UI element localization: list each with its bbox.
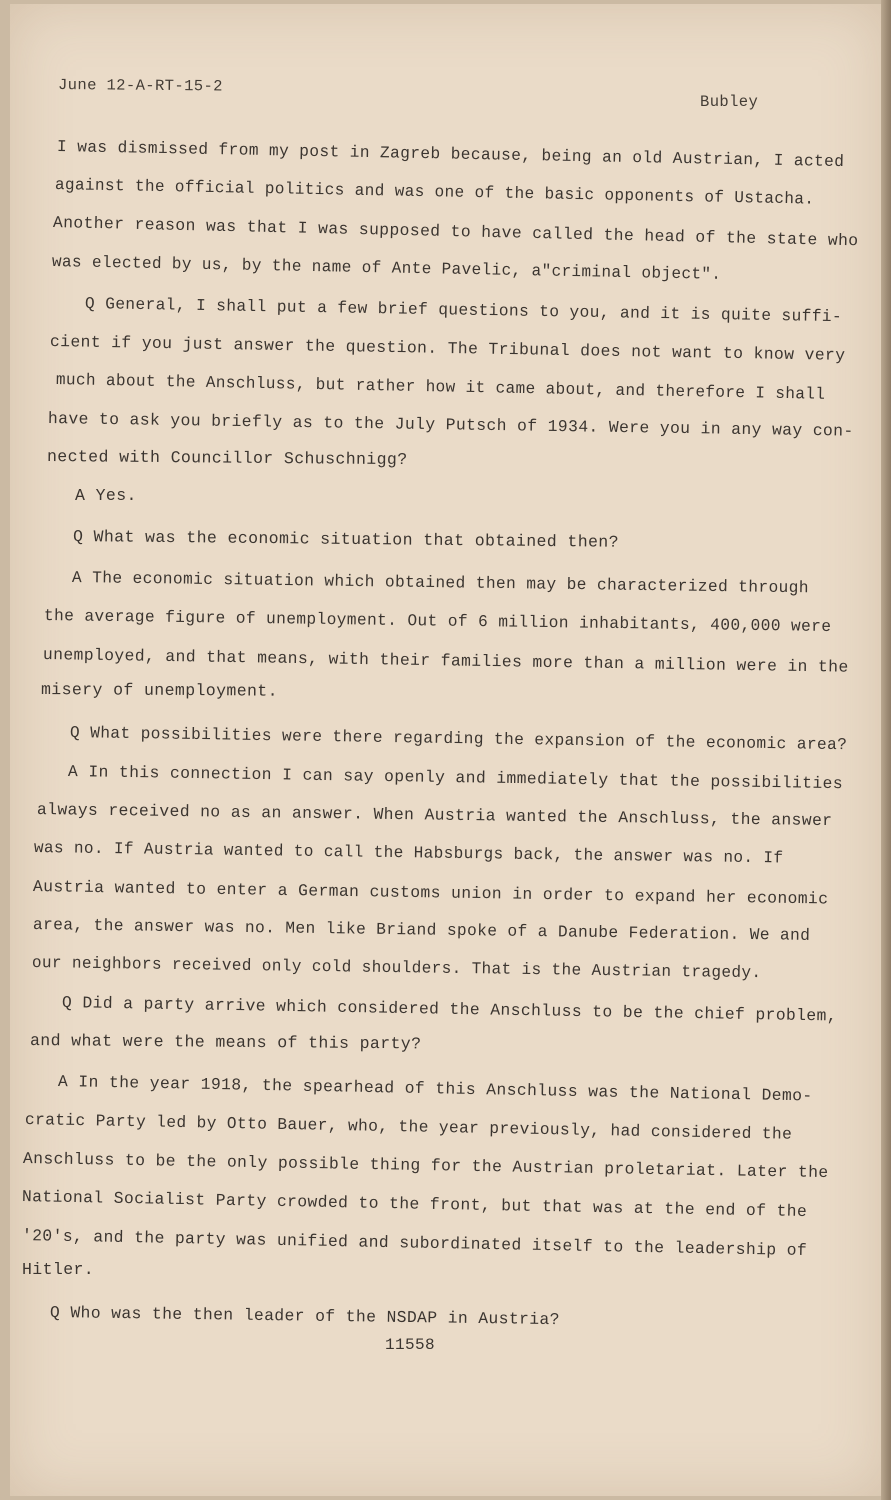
question-line: Q General, I shall put a few brief questions to you, and it is quite suffi-: [84, 294, 843, 327]
text-line: Another reason was that I was supposed to have called the head of the state who: [52, 213, 859, 251]
text-line: our neighbors received only cold shoulders. That is the Austrian tragedy.: [31, 953, 762, 983]
question-line: Q Did a party arrive which considered the Anschluss to be the chief problem,: [61, 993, 838, 1026]
text-line: have to ask you briefly as to the July Putsch of 1934. Were you in any way con-: [47, 409, 854, 441]
question-line: Q Who was the then leader of the NSDAP in Austria?: [49, 1303, 561, 1330]
text-line: cient if you just answer the question. The Tribunal does not want to know very: [49, 332, 846, 365]
answer-line: A In this connection I can say openly and immediately that the possibilities: [67, 762, 844, 794]
text-line: I was dismissed from my post in Zagreb because, being an old Austrian, I acted: [56, 137, 845, 172]
text-line: much about the Anschluss, but rather how it came about, and therefore I shall: [55, 370, 826, 404]
document-reference: June 12-A-RT-15-2: [57, 76, 224, 96]
text-line: was elected by us, by the name of Ante Pavelic, a"criminal object".: [51, 252, 722, 284]
page-number: 11558: [385, 1336, 436, 1354]
text-line: against the official politics and was one of the basic opponents of Ustacha.: [54, 175, 815, 209]
text-line: and what were the means of this party?: [29, 1031, 422, 1054]
text-line: area, the answer was no. Men like Briand spoke of a Danube Federation. We and: [32, 915, 811, 945]
text-line: misery of unemployment.: [40, 680, 278, 701]
text-line: Austria wanted to enter a German customs union in order to expand her economic: [32, 877, 829, 909]
text-line: unemployed, and that means, with their families more than a million were in the: [42, 645, 849, 677]
answer-line: A The economic situation which obtained then may be characterized through: [71, 568, 810, 598]
answer-line: A In the year 1918, the spearhead of this Anschluss was the National Demo-: [57, 1072, 813, 1106]
text-line: cratic Party led by Otto Bauer, who, the year previously, had considered the: [24, 1110, 793, 1144]
text-line: Anschluss to be the only possible thing for the Austrian proletariat. Later the: [22, 1149, 829, 1183]
text-line: the average figure of unemployment. Out of 6 million inhabitants, 400,000 were: [43, 606, 832, 636]
text-line: '20's, and the party was unified and subordinated itself to the leadership of: [21, 1226, 808, 1261]
page-edge: [881, 0, 891, 1500]
text-line: nected with Councillor Schuschnigg?: [46, 447, 408, 470]
text-line: was no. If Austria wanted to call the Habsburgs back, the answer was no. If: [33, 838, 784, 868]
reporter-name: Bubley: [700, 93, 759, 111]
question-line: Q What possibilities were there regarding the expansion of the economic area?: [69, 723, 848, 755]
answer-line: A Yes.: [75, 486, 137, 505]
text-line: always received no as an answer. When Austria wanted the Anschluss, the answer: [36, 800, 833, 831]
text-line: National Socialist Party crowded to the front, but that was at the end of the: [21, 1187, 808, 1222]
text-line: Hitler.: [22, 1260, 95, 1279]
question-line: Q What was the economic situation that obtained then?: [72, 527, 620, 552]
